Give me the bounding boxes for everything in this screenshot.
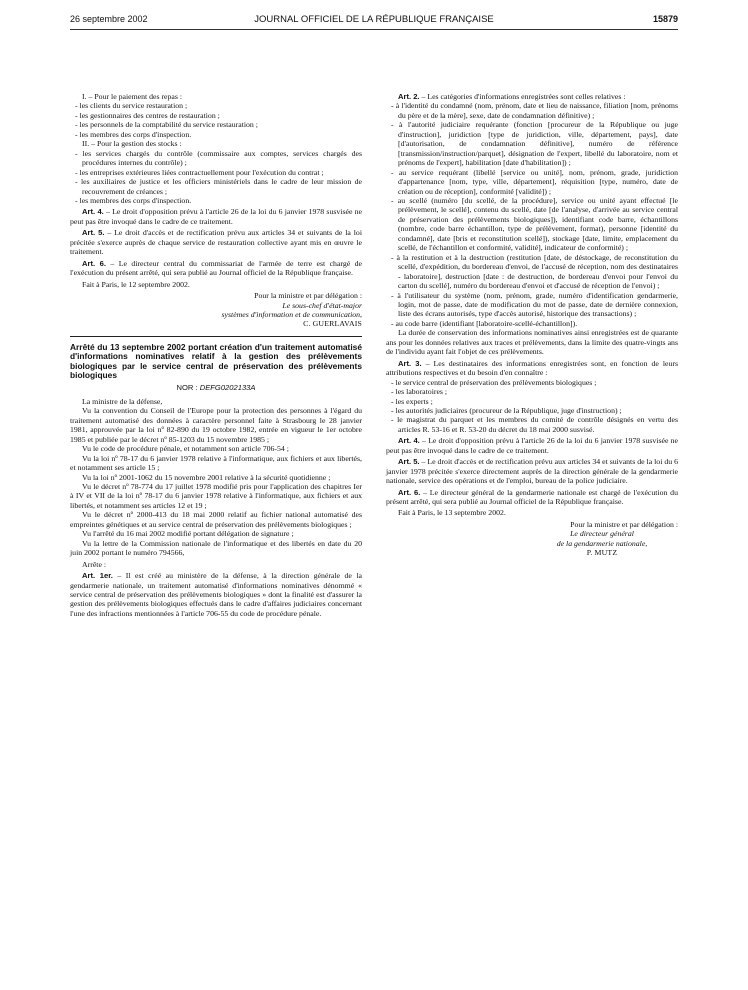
list-item: - les auxiliaires de justice et les officiers ministériels dans le cadre de leur mission de recouvrement de créances ;	[75, 177, 362, 196]
article-label: Art. 6.	[82, 258, 106, 268]
article-text: – Le droit d'accès et de rectification prévu aux articles 34 et suivants de la loi précitée s'exerce auprès de chaque service de restauration collective ayant mis en œuvre le traitement.	[70, 228, 362, 257]
list-item: - le magistrat du parquet et les membres du comité de contrôle désignés en vertu des articles R. 53-16 et R. 53-20 du décret du 18 mai 2000 susvisé.	[391, 415, 678, 434]
article-label: Art. 5.	[82, 228, 105, 238]
list-item: II. – Pour la gestion des stocks :	[82, 139, 182, 149]
article-label: Art. 6.	[398, 487, 421, 497]
visa-paragraph: Vu le code de procédure pénale, et notamment son article 706-54 ;	[82, 444, 289, 454]
list-item: - les membres des corps d'inspection.	[75, 195, 192, 205]
article-paragraph	[386, 436, 678, 455]
signature-title: Le directeur général	[570, 529, 634, 539]
article-2-label: Art. 2.	[398, 92, 420, 101]
nor-label: NOR :	[176, 382, 200, 392]
list-item: - au scellé (numéro [du scellé, de la procédure], service ou unité ayant effectué [le prélèvement, le scellé], contenu du scellé, date [de l'analyse, d'arrivée au service central de préservation des prélèvements biologiques]), identifiant code barre, échantillons (nombre, code barre échantillon, type de prélèvement, format), personne [identité du condamné], date [bris et reconstitution scellé]), stockage [date, limite, emplacement du scellé, de l'échantillon et conformité, validité], indicateur de conformité) ;	[391, 195, 678, 253]
list-item: - les experts ;	[391, 396, 433, 406]
visa-paragraph: Vu l'arrêté du 16 mai 2002 modifié portant délégation de signature ;	[82, 529, 294, 539]
signatory-name: P. MUTZ	[586, 548, 618, 558]
list-item: I. – Pour le paiement des repas :	[82, 92, 183, 101]
right-column	[386, 92, 678, 558]
list-item: - les clients du service restauration ;	[75, 101, 188, 111]
visa-paragraph: Vu le décret nº 78-774 du 17 juillet 1978 modifié pris pour l'application des chapitres Ier à IV et VII de la loi nº 78-17 du 6 janvier 1978 relative à l'informatique, aux fichiers et aux libertés, et notamment ses articles 12 et 19 ;	[70, 482, 362, 510]
list-item: - au service requérant (libellé [service ou unité], nom, prénom, grade, juridiction d'appartenance [nom, type, ville, département], réquisition [type, numéro, date de création ou de réception], conformité [validité]) ;	[391, 167, 678, 196]
list-item: - à l'utilisateur du système (nom, prénom, grade, numéro d'identification gendarmerie, login, mot de passe, date de modification du mot de passe, date de dernière connexion, liste des écrans autorisés, type d'accès autorisé, historique des transactions) ;	[391, 290, 678, 319]
fait-a-paris-left: Fait à Paris, le 12 septembre 2002.	[82, 279, 190, 289]
visas-list	[70, 397, 362, 558]
journal-title: JOURNAL OFFICIEL DE LA RÉPUBLIQUE FRANÇAISE	[254, 14, 494, 25]
article-3-list	[386, 378, 678, 435]
list-item: - à la restitution et à la destruction (restitution [date, de déstockage, de reconstitution du scellé, d'expédition, du bordereau d'envoi, de l'accusé de réception, nom des destinataires - laboratoire], destruction [date : de destruction, de bordereau d'envoi pour l'envoi du carton du scellé], numéro du bordereau d'envoi et d'accusé de réception de l'envoi) ;	[391, 252, 678, 291]
signature-title-line2: de la gendarmerie nationale,	[556, 538, 648, 548]
list-item: - à l'autorité judiciaire requérante (fonction [procureur de la République ou juge d'instruction], juridiction [type de juridiction, ville, département, pays], date [d'autorisation, de condamnation définitive], numéro de référence [transmission/instruction/parquet], désignation de l'expert, libellé du laboratoire, nom et prénoms de l'expert], habilitation [date d'habilitation]) ;	[391, 120, 678, 168]
signature-delegation: Pour la ministre et par délégation :	[570, 519, 678, 529]
recipients-list	[70, 92, 362, 205]
article-2-list	[386, 101, 678, 328]
signature-block-right	[386, 520, 678, 558]
article-label: Art. 4.	[398, 436, 420, 446]
nor-reference	[70, 383, 362, 392]
right-articles	[386, 436, 678, 506]
article-paragraph	[386, 457, 678, 485]
page-number: 15879	[652, 14, 678, 24]
header-rule	[70, 29, 678, 30]
article-paragraph	[70, 228, 362, 256]
article-label: Art. 4.	[82, 207, 104, 217]
article-3-label: Art. 3.	[398, 358, 422, 368]
article-2-text: – Les catégories d'informations enregistrées sont celles relatives :	[419, 92, 626, 101]
article-text: – Le directeur général de la gendarmerie nationale est chargé de l'exécution du présent arrêté, qui sera publié au Journal officiel de la République française.	[386, 487, 678, 507]
article-text: – Le droit d'accès et de rectification prévu aux articles 34 et suivants de la loi du 6 janvier 1978 précitée s'exerce directement auprès de la direction générale de la gendarmerie nationale, service des opérations et de l'emploi, bureau de la police judiciaire.	[386, 457, 678, 486]
list-item: - au code barre (identifiant [laboratoire-scellé-échantillon]).	[391, 318, 578, 328]
article-label: Art. 5.	[398, 457, 420, 467]
section-separator	[70, 336, 362, 337]
list-item: - les personnels de la comptabilité du service restauration ;	[75, 120, 258, 130]
article-1-text: – Il est créé au ministère de la défense, à la direction générale de la gendarmerie nationale, un traitement automatisé d'informations nominatives dénommé « service central de préservation des prélèvements biologiques » dont la finalité est d'assurer la gestion des prélèvements biologiques effectués dans le cadre d'affaires judiciaires concernant l'une des infractions mentionnées à l'article 706-55 du code de procédure pénale.	[70, 571, 363, 618]
arrete-word: Arrête :	[82, 559, 107, 569]
visa-paragraph: La ministre de la défense,	[82, 396, 163, 406]
visa-paragraph: Vu le décret nº 2000-413 du 18 mai 2000 relatif au fichier national automatisé des empreintes génétiques et au service central de préservation des prélèvements biologiques ;	[70, 510, 362, 529]
visa-paragraph: Vu la loi nº 2001-1062 du 15 novembre 2001 relative à la sécurité quotidienne ;	[82, 472, 331, 482]
article-paragraph	[386, 488, 678, 507]
signature-title: Le sous-chef d'état-major	[282, 300, 362, 310]
list-item: - les services chargés du contrôle (commissaire aux comptes, services chargés des procédures internes du contrôle) ;	[75, 148, 362, 168]
list-item: - les autorités judiciaires (procureur de la République, juge d'instruction) ;	[391, 405, 622, 415]
retention-paragraph: La durée de conservation des informations nominatives ainsi enregistrées est de quarante ans pour les données relatives aux traces et prélèvements, dans la limite des quatre-vingts ans de l'individu ayant fait l'objet de ces prélèvements.	[386, 328, 678, 357]
signature-block-left	[70, 291, 362, 329]
article-1	[70, 571, 362, 618]
visa-paragraph: Vu la convention du Conseil de l'Europe pour la protection des personnes à l'égard du traitement automatisé des données à caractère personnel faite à Strasbourg le 28 janvier 1981, approuvée par la loi nº 82-890 du 19 octobre 1982, entrée en vigueur le 1er octobre 1985 et publiée par le décret nº 85-1203 du 15 novembre 1985 ;	[70, 406, 362, 444]
arrete-title: Arrêté du 13 septembre 2002 portant création d'un traitement automatisé d'informations nominatives relatif à la gestion des prélèvements biologiques par le service central de préservation des prélèvements biologiques	[70, 341, 362, 381]
article-text: – Le droit d'opposition prévu à l'article 26 de la loi du 6 janvier 1978 susvisée ne peut pas être invoqué dans le cadre de ce traitement.	[70, 207, 362, 226]
left-articles	[70, 207, 362, 277]
visa-paragraph: Vu la lettre de la Commission nationale de l'informatique et des libertés en date du 20 juin 2002 portant le numéro 794566,	[70, 538, 362, 558]
header-date: 26 septembre 2002	[70, 14, 148, 24]
signature-delegation: Pour la ministre et par délégation :	[254, 291, 362, 301]
article-2	[386, 92, 678, 101]
article-1-label: Art. 1er.	[82, 571, 113, 581]
signatory-name: C. GUERLAVAIS	[303, 319, 362, 329]
nor-code: DEFG0202133A	[199, 382, 256, 392]
article-3-text: – Les destinataires des informations enregistrées sont, en fonction de leurs attributions respectives et du besoin d'en connaître :	[386, 358, 678, 378]
article-paragraph	[70, 259, 362, 278]
article-text: – Le droit d'opposition prévu à l'article 26 de la loi du 6 janvier 1978 susvisée ne peut pas être invoqué dans le cadre de ce traitement.	[386, 436, 678, 455]
article-3	[386, 359, 678, 378]
article-text: – Le directeur central du commissariat de l'armée de terre est chargé de l'exécution du présent arrêté, qui sera publié au Journal officiel de la République française.	[70, 258, 362, 278]
fait-a-paris-right: Fait à Paris, le 13 septembre 2002.	[398, 508, 506, 518]
page-header	[70, 14, 678, 28]
list-item: - les membres des corps d'inspection.	[75, 129, 192, 139]
list-item: - les laboratoires ;	[391, 387, 448, 397]
list-item: - à l'identité du condamné (nom, prénom, date et lieu de naissance, filiation [nom, prénoms du père et de la mère], sexe, date de condamnation définitive) ;	[391, 101, 678, 120]
signature-title-line2: systèmes d'information et de communication,	[221, 309, 362, 319]
list-item: - le service central de préservation des prélèvements biologiques ;	[391, 377, 597, 387]
article-paragraph	[70, 207, 362, 226]
visa-paragraph: Vu la loi nº 78-17 du 6 janvier 1978 relative à l'informatique, aux fichiers et aux libertés, et notamment ses article 15 ;	[70, 453, 362, 473]
list-item: - les entreprises extérieures liées contractuellement pour l'exécution du contrat ;	[75, 167, 324, 177]
left-column	[70, 92, 362, 618]
list-item: - les gestionnaires des centres de restauration ;	[75, 110, 220, 120]
